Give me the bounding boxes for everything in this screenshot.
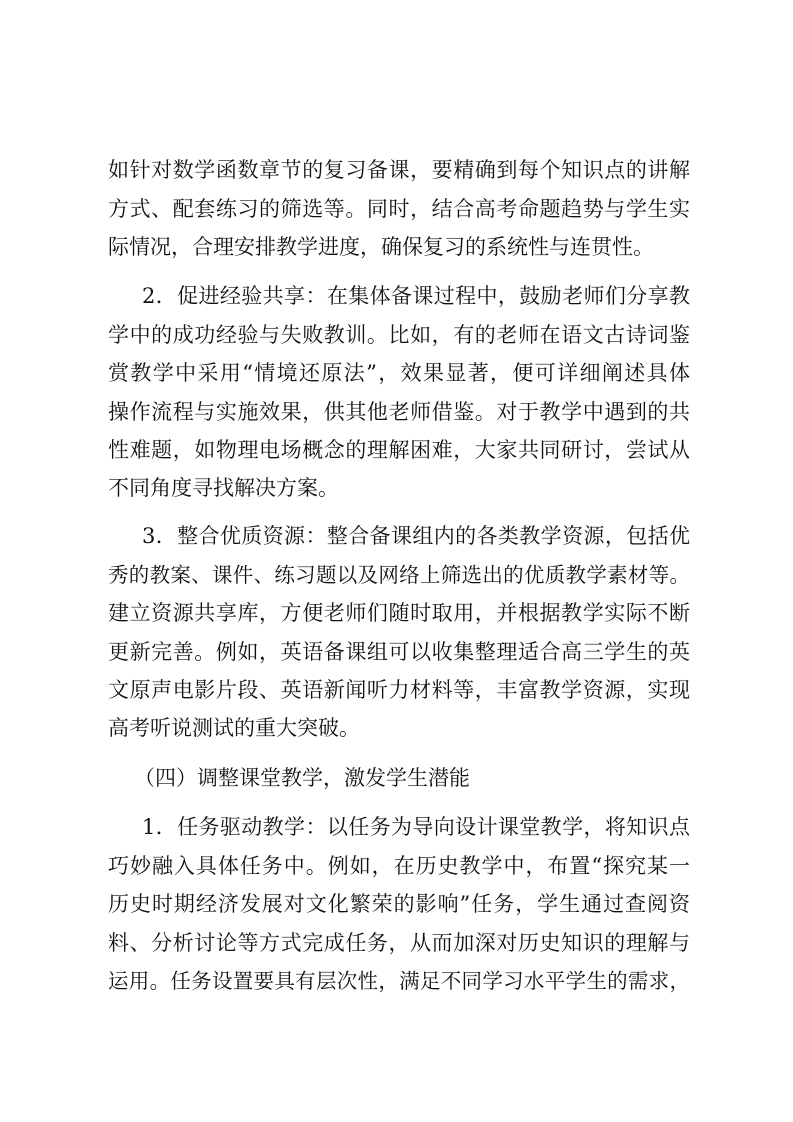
text-line: 不同角度寻找解决方案。 bbox=[108, 476, 339, 500]
text-line: 巧妙融入具体任务中。例如，在历史教学中，布置“探究某一 bbox=[108, 854, 690, 878]
text-line: 建立资源共享库，方便老师们随时取用，并根据教学实际不断 bbox=[108, 601, 690, 625]
text-line: 性难题，如物理电场概念的理解困难，大家共同研讨，尝试从 bbox=[108, 438, 690, 462]
text-line: 际情况，合理安排教学进度，确保复习的系统性与连贯性。 bbox=[108, 235, 654, 259]
text-line: 如针对数学函数章节的复习备课，要精确到每个知识点的讲解 bbox=[108, 158, 690, 182]
text-line: 方式、配套练习的筛选等。同时，结合高考命题趋势与学生实 bbox=[108, 197, 690, 221]
text-line: 料、分析讨论等方式完成任务，从而加深对历史知识的理解与 bbox=[108, 931, 690, 955]
text-line: 历史时期经济发展对文化繁荣的影响”任务，学生通过查阅资 bbox=[108, 892, 690, 916]
text-line: 秀的教案、课件、练习题以及网络上筛选出的优质教学素材等。 bbox=[108, 563, 690, 587]
text-line: 2．促进经验共享：在集体备课过程中，鼓励老师们分享教 bbox=[142, 284, 690, 308]
text-line: 文原声电影片段、英语新闻听力材料等，丰富教学资源，实现 bbox=[108, 678, 690, 702]
text-line: 学中的成功经验与失败教训。比如，有的老师在语文古诗词鉴 bbox=[108, 323, 690, 347]
text-line: 运用。任务设置要具有层次性，满足不同学习水平学生的需求， bbox=[108, 969, 690, 993]
text-line: 更新完善。例如，英语备课组可以收集整理适合高三学生的英 bbox=[108, 640, 690, 664]
text-line: 高考听说测试的重大突破。 bbox=[108, 716, 360, 740]
text-line: 3．整合优质资源：整合备课组内的各类教学资源，包括优 bbox=[142, 524, 690, 548]
heading-text: （四）调整课堂教学，激发学生潜能 bbox=[134, 766, 470, 790]
text-line: 操作流程与实施效果，供其他老师借鉴。对于教学中遇到的共 bbox=[108, 400, 690, 424]
text-line: 1．任务驱动教学：以任务为导向设计课堂教学，将知识点 bbox=[142, 815, 690, 839]
text-line: 赏教学中采用“情境还原法”，效果显著，便可详细阐述具体 bbox=[108, 361, 690, 385]
